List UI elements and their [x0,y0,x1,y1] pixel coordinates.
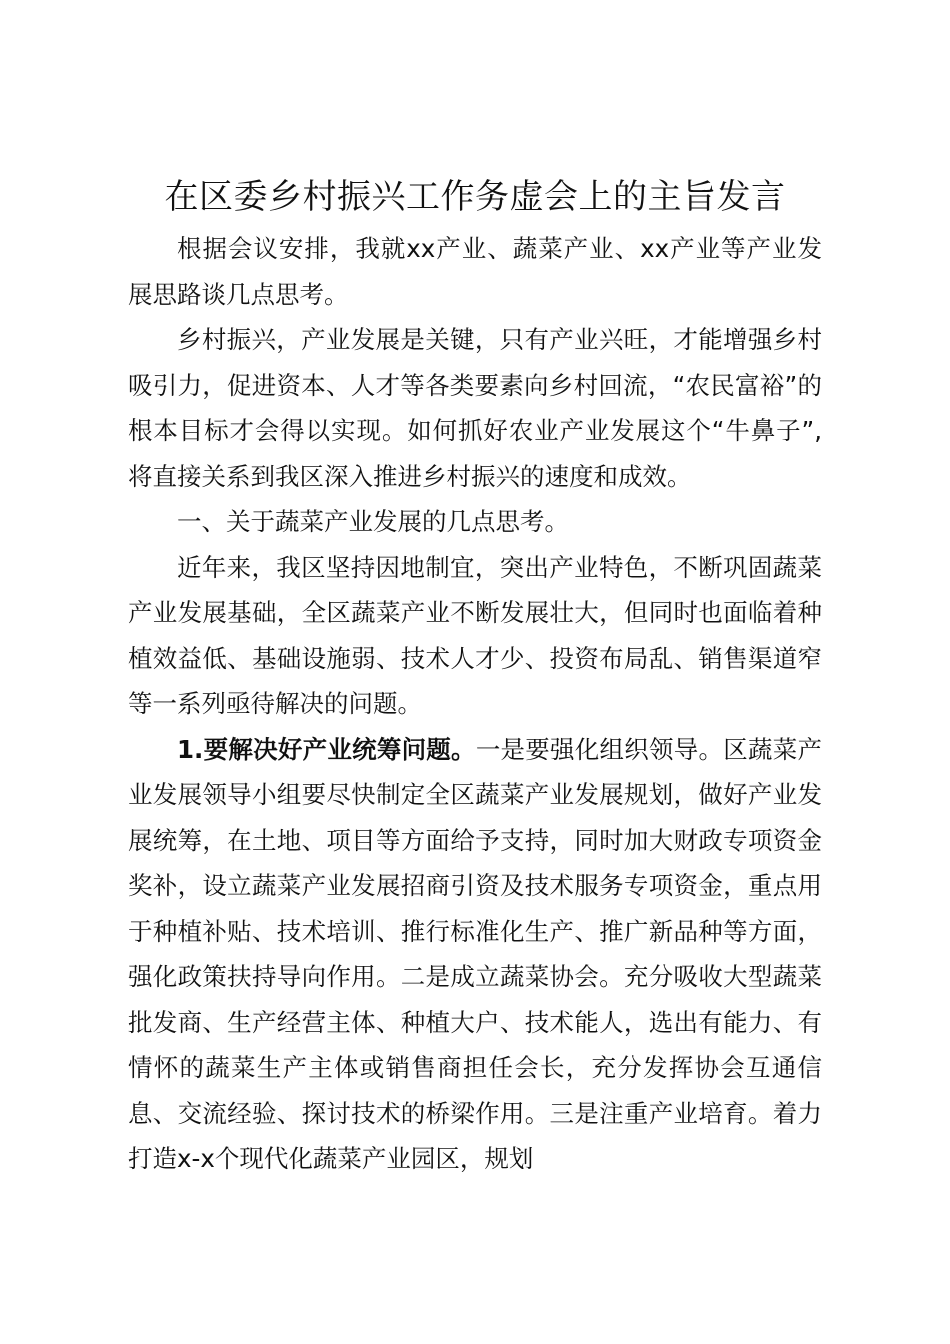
paragraph-rural-revitalization: 乡村振兴，产业发展是关键，只有产业兴旺，才能增强乡村吸引力，促进资本、人才等各类要素向乡村回流，“农民富裕”的根本目标才会得以实现。如何抓好农业产业发展这个“牛鼻子”,将直接关系到我区深入推进乡村振兴的速度和成效。 [128,325,822,491]
document-title: 在区委乡村振兴工作务虚会上的主旨发言 [164,177,786,217]
subheading-industry-coordination: 1.要解决好产业统筹问题。 [177,734,476,764]
document-body [128,226,822,1182]
paragraph-recent-years: 近年来，我区坚持因地制宜，突出产业特色，不断巩固蔬菜产业发展基础，全区蔬菜产业不断发展壮大，但同时也面临着种植效益低、基础设施弱、技术人才少、投资布局乱、销售渠道窄等一系列亟待解决的问题。 [128,552,822,718]
paragraph-industry-coordination [128,727,822,1182]
paragraph-industry-coordination-text: 一是要强化组织领导。区蔬菜产业发展领导小组要尽快制定全区蔬菜产业发展规划，做好产业发展统筹，在土地、项目等方面给予支持，同时加大财政专项资金奖补，设立蔬菜产业发展招商引资及技术服务专项资金，重点用于种植补贴、技术培训、推行标准化生产、推广新品种等方面，强化政策扶持导向作用。二是成立蔬菜协会。充分吸收大型蔬菜批发商、生产经营主体、种植大户、技术能人，选出有能力、有情怀的蔬菜生产主体或销售商担任会长，充分发挥协会互通信息、交流经验、探讨技术的桥梁作用。三是注重产业培育。着力打造x-x个现代化蔬菜产业园区，规划 [128,734,823,1173]
section-heading-vegetable-industry: 一、关于蔬菜产业发展的几点思考。 [177,507,569,536]
paragraph-intro: 根据会议安排，我就xx产业、蔬菜产业、xx产业等产业发展思路谈几点思考。 [128,234,822,309]
